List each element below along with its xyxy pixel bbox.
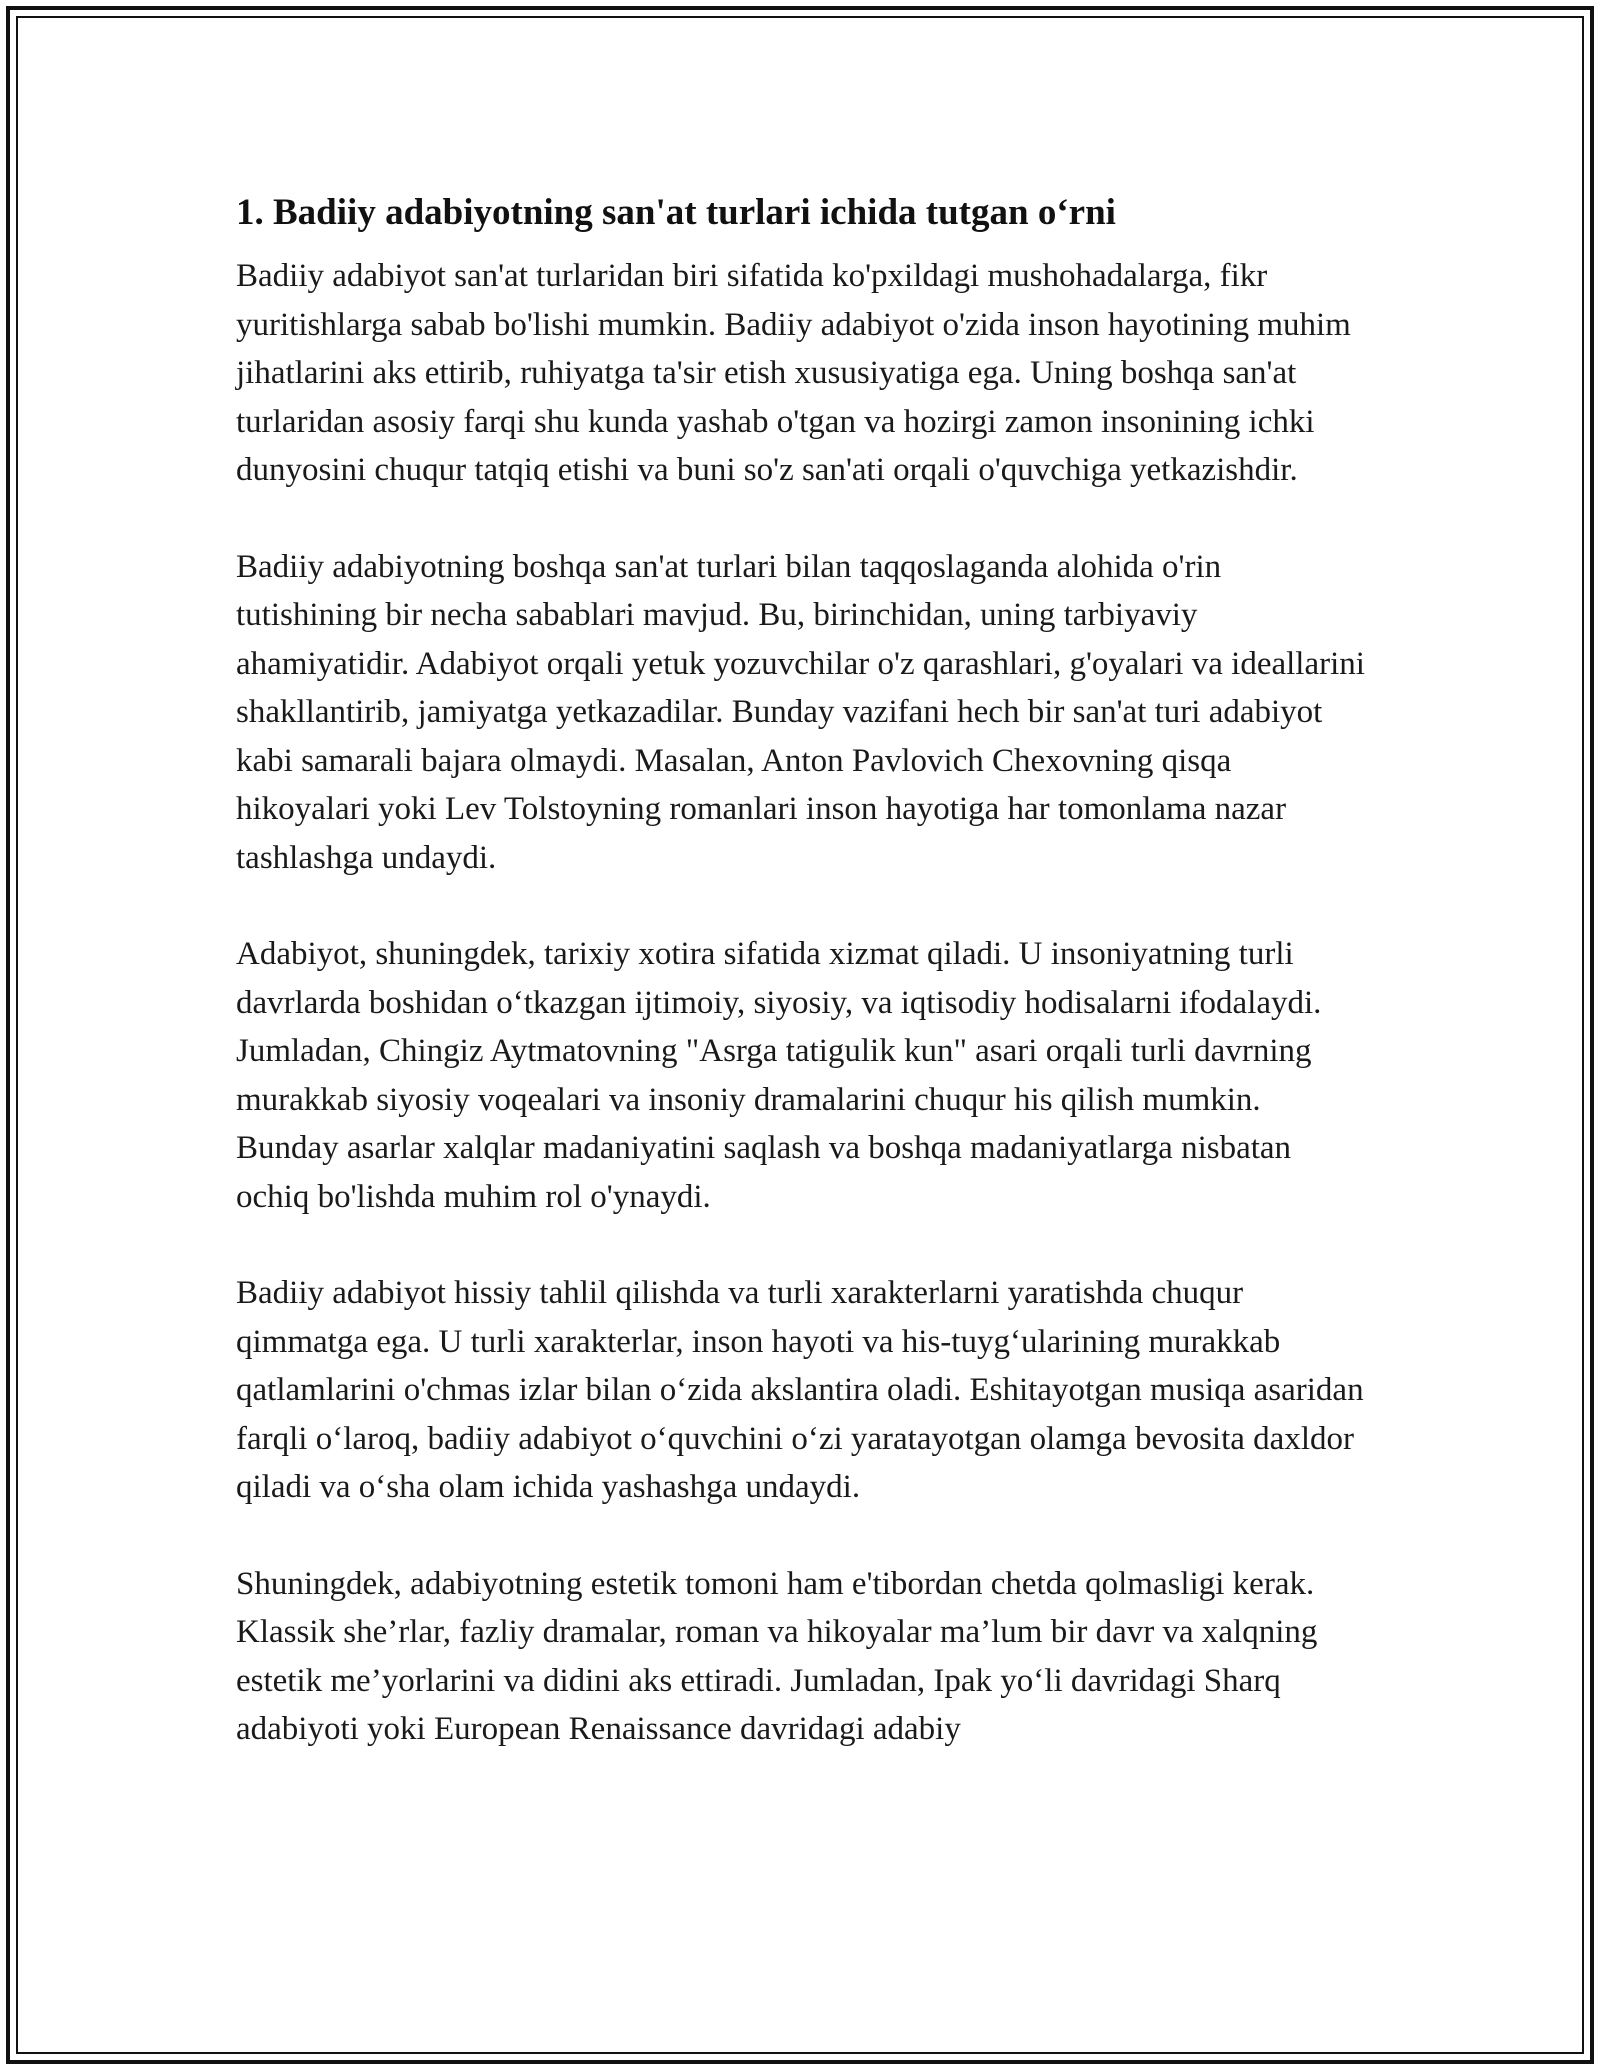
paragraph-1: Badiiy adabiyot san'at turlaridan biri sifatida ko'pxildagi mushohadalarga, fikr yuritishlarga sabab bo'lishi mumkin. Badiiy adabiyot o'zida inson hayotining muhim jihatlarini aks ettirib, ruhiyatga ta'sir etish xususiyatiga ega. Uning boshqa san'at turlaridan asosiy farqi shu kunda yashab o'tgan va hozirgi zamon insonining ichki dunyosini chuqur tatqiq etishi va buni so'z san'ati orqali o'quvchiga yetkazishdir. xyxy=(236,258,1351,488)
document-body xyxy=(236,182,1366,1802)
paragraph-4: Badiiy adabiyot hissiy tahlil qilishda va turli xarakterlarni yaratishda chuqur qimmatga ega. U turli xarakterlar, inson hayoti va his-tuyg‘ularining murakkab qatlamlarini o'chmas izlar bilan o‘zida akslantira oladi. Eshitayotgan musiqa asaridan farqli o‘laroq, badiiy adabiyot o‘quvchini o‘zi yaratayotgan olamga bevosita daxldor qiladi va o‘sha olam ichida yashashga undaydi. xyxy=(236,1275,1364,1505)
paragraph-3: Adabiyot, shuningdek, tarixiy xotira sifatida xizmat qiladi. U insoniyatning turli davrlarda boshidan o‘tkazgan ijtimoiy, siyosiy, va iqtisodiy hodisalarni ifodalaydi. Jumladan, Chingiz Aytmatovning "Asrga tatigulik kun" asari orqali turli davrning murakkab siyosiy voqealari va insoniy dramalarini chuqur his qilish mumkin. Bunday asarlar xalqlar madaniyatini saqlash va boshqa madaniyatlarga nisbatan ochiq bo'lishda muhim rol o'ynaydi. xyxy=(236,936,1322,1215)
paragraph-5: Shuningdek, adabiyotning estetik tomoni ham e'tibordan chetda qolmasligi kerak. Klassik she’rlar, fazliy dramalar, roman va hikoyalar ma’lum bir davr va xalqning estetik me’yorlarini va didini aks ettiradi. Jumladan, Ipak yo‘li davridagi Sharq adabiyoti yoki European Renaissance davridagi adabiy xyxy=(236,1565,1318,1747)
section-heading: 1. Badiiy adabiyotning san'at turlari ichida tutgan o‘rni xyxy=(236,192,1116,233)
paragraph-2: Badiiy adabiyotning boshqa san'at turlari bilan taqqoslaganda alohida o'rin tutishining bir necha sabablari mavjud. Bu, birinchidan, uning tarbiyaviy ahamiyatidir. Adabiyot orqali yetuk yozuvchilar o'z qarashlari, g'oyalari va ideallarini shakllantirib, jamiyatga yetkazadilar. Bunday vazifani hech bir san'at turi adabiyot kabi samarali bajara olmaydi. Masalan, Anton Pavlovich Chexovning qisqa hikoyalari yoki Lev Tolstoyning romanlari inson hayotiga har tomonlama nazar tashlashga undaydi. xyxy=(236,548,1365,876)
